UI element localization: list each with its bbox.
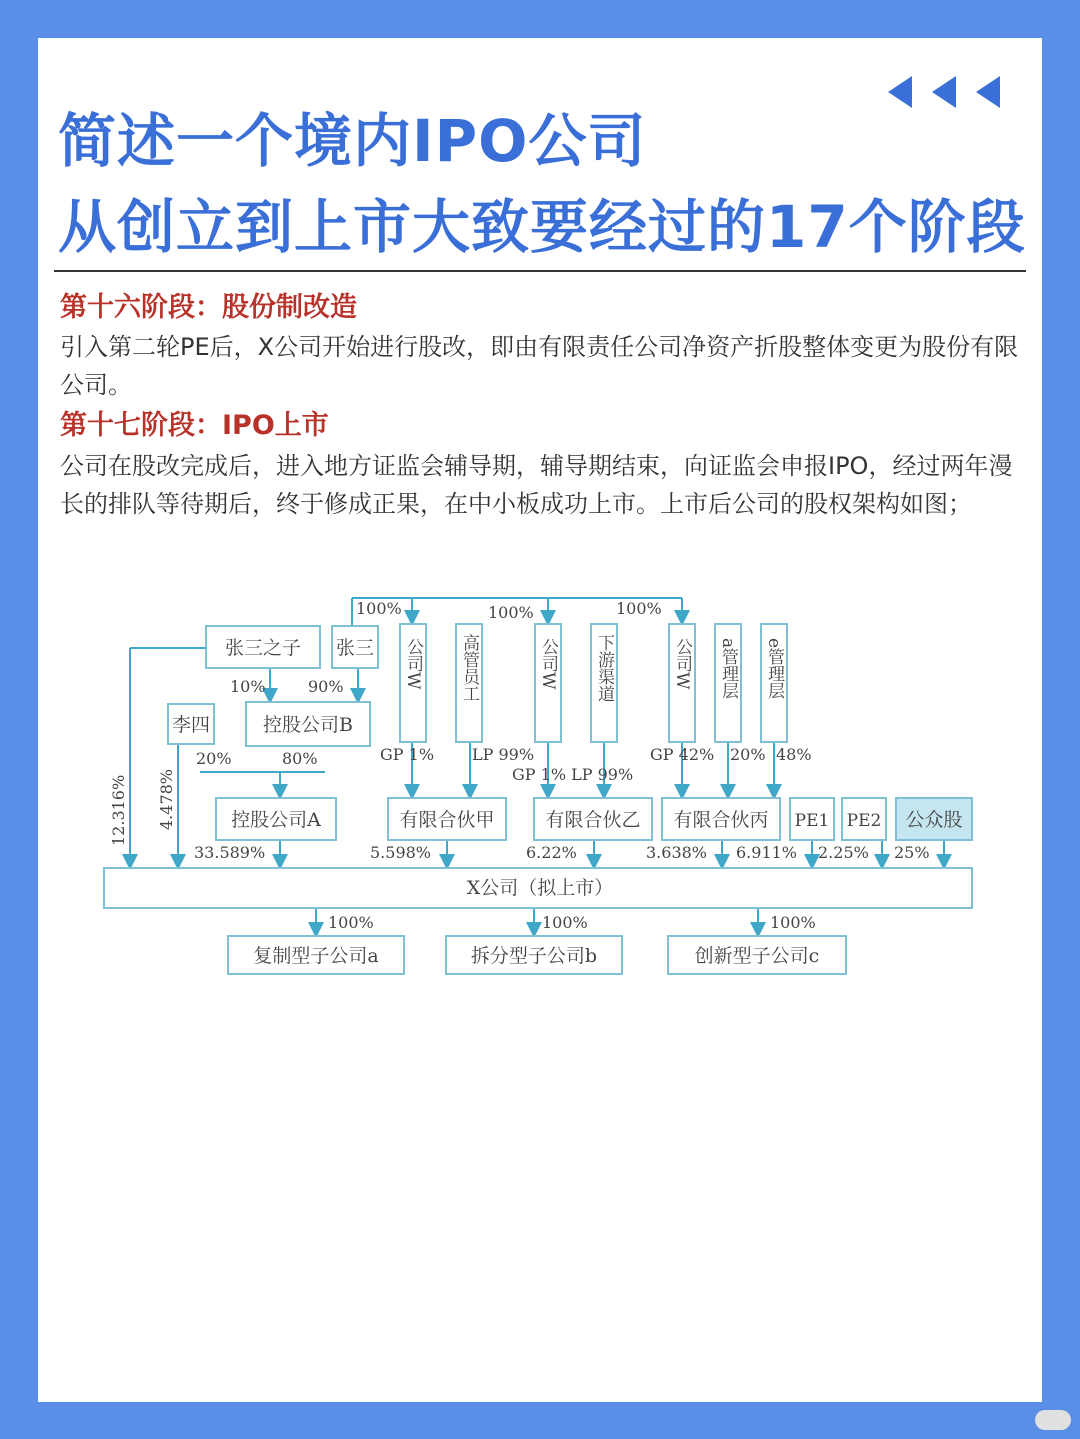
- pct-label: 4.478%: [157, 768, 176, 830]
- pct-label: GP 1%: [380, 745, 435, 764]
- node-public: 公众股: [905, 809, 963, 831]
- node-holding-b: 控股公司B: [263, 714, 353, 736]
- node-senior-staff: 高管员工: [459, 634, 479, 702]
- node-x-company: X公司（拟上市）: [466, 877, 614, 899]
- node-pe1: PE1: [794, 811, 830, 831]
- node-pe2: PE2: [846, 811, 882, 831]
- page-title-line2: 从创立到上市大致要经过的17个阶段: [58, 193, 1026, 261]
- pct-label: 20%: [730, 745, 766, 764]
- pct-label: 100%: [542, 913, 588, 932]
- pct-label: 5.598%: [370, 843, 432, 862]
- pct-label: 6.22%: [526, 843, 577, 862]
- node-company-w: 公司W: [672, 638, 692, 690]
- pct-label: 100%: [770, 913, 816, 932]
- section-17-body: 公司在股改完成后，进入地方证监会辅导期，辅导期结束，向证监会申报IPO，经过两年漫长的排队等待期后，终于修成正果，在中小板成功上市。上市后公司的股权架构如图；: [60, 452, 1013, 518]
- node-downstream: 下游渠道: [594, 634, 614, 702]
- node-company-w: 公司W: [403, 638, 423, 690]
- pct-label: GP 1% LP 99%: [512, 765, 634, 784]
- pct-label: 100%: [616, 599, 662, 618]
- back-arrows-icon: [880, 70, 1010, 114]
- node-holding-a: 控股公司A: [231, 809, 321, 831]
- node-lp-jia: 有限合伙甲: [399, 809, 495, 831]
- pct-label: 20%: [196, 749, 232, 768]
- pct-label: 100%: [488, 603, 534, 622]
- node-zhangsan: 张三: [335, 637, 375, 659]
- node-lp-yi: 有限合伙乙: [545, 809, 641, 831]
- node-lp-bing: 有限合伙丙: [673, 809, 769, 831]
- pct-label: 100%: [328, 913, 374, 932]
- node-lisi: 李四: [171, 714, 211, 736]
- pct-label: 2.25%: [818, 843, 869, 862]
- node-sub-b: 拆分型子公司b: [470, 945, 598, 967]
- pct-label: LP 99%: [472, 745, 535, 764]
- node-zhangsan-son: 张三之子: [224, 637, 302, 659]
- pct-label: 12.316%: [109, 774, 128, 846]
- pct-label: 80%: [282, 749, 318, 768]
- equity-structure-diagram: [98, 592, 978, 982]
- node-sub-a: 复制型子公司a: [253, 945, 379, 967]
- pct-label: 6.911%: [736, 843, 798, 862]
- section-16-heading: 第十六阶段：股份制改造: [60, 292, 357, 323]
- pct-label: 48%: [776, 745, 812, 764]
- title-divider: [54, 270, 1026, 272]
- pct-label: 10%: [230, 677, 266, 696]
- node-a-mgmt: a管理层: [718, 638, 738, 700]
- pct-label: 90%: [308, 677, 344, 696]
- pct-label: 33.589%: [194, 843, 266, 862]
- section-17-heading: 第十七阶段：IPO上市: [60, 410, 329, 441]
- node-sub-c: 创新型子公司c: [694, 945, 820, 967]
- pct-label: GP 42%: [650, 745, 715, 764]
- page-title-line1: 简述一个境内IPO公司: [58, 107, 647, 175]
- node-company-w: 公司W: [538, 638, 558, 690]
- pct-label: 100%: [356, 599, 402, 618]
- pct-label: 3.638%: [646, 843, 708, 862]
- node-e-mgmt: e管理层: [764, 638, 784, 700]
- pct-label: 25%: [894, 843, 930, 862]
- section-16-body: 引入第二轮PE后，X公司开始进行股改，即由有限责任公司净资产折股整体变更为股份有限公司。: [60, 333, 1019, 399]
- watermark-badge: [1035, 1410, 1071, 1430]
